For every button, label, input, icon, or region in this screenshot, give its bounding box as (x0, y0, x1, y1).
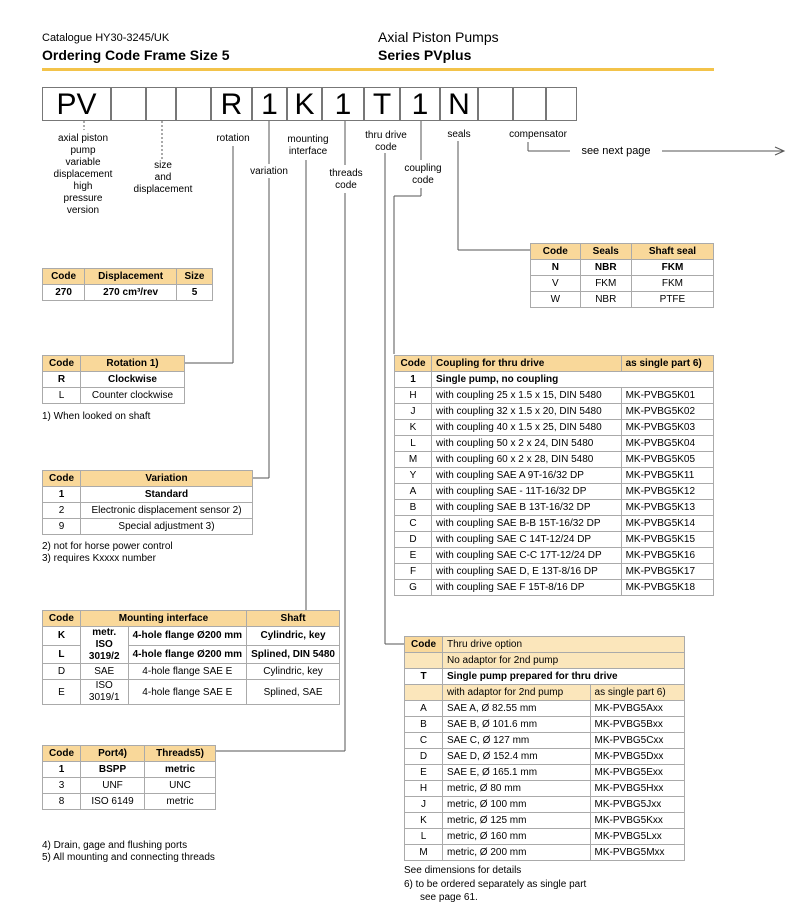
table-cell: E (43, 680, 81, 705)
table-cell: MK-PVBG5Cxx (590, 733, 684, 749)
table-cell: PTFE (631, 292, 713, 308)
label-line: high (73, 181, 93, 192)
table-cell: with coupling SAE F 15T-8/16 DP (432, 580, 622, 596)
table-cell: NBR (580, 260, 631, 276)
port-threads-table (42, 745, 216, 810)
table-header: Port4) (81, 746, 145, 762)
label-line: code (335, 180, 357, 191)
table-row (395, 404, 714, 420)
table-cell: MK-PVBG5Bxx (590, 717, 684, 733)
label-line: pressure (63, 193, 103, 204)
table-cell: 1 (43, 762, 81, 778)
table-row (405, 733, 685, 749)
table-cell: metric (145, 762, 216, 778)
label-line: and (154, 172, 172, 183)
table-row (395, 484, 714, 500)
table-header: Code (43, 611, 81, 627)
table-cell: as single part 6) (590, 685, 684, 701)
label-line: pump (70, 145, 96, 156)
table-cell: Electronic displacement sensor 2) (81, 503, 253, 519)
table-row (395, 532, 714, 548)
table-cell: with coupling 32 x 1.5 x 20, DIN 5480 (432, 404, 622, 420)
table-cell: Clockwise (81, 372, 185, 388)
label-coupling (392, 163, 454, 187)
table-cell: A (405, 701, 443, 717)
table-row (395, 516, 714, 532)
port-footnote: 4) Drain, gage and flushing ports (42, 840, 188, 851)
table-cell: B (405, 717, 443, 733)
table-row (395, 468, 714, 484)
label-line: coupling (404, 163, 442, 174)
table-cell: V (531, 276, 581, 292)
rotation-table (42, 355, 185, 404)
table-cell: MK-PVBG5Dxx (590, 749, 684, 765)
table-header: Code (43, 269, 85, 285)
code-box: 1 (252, 87, 287, 121)
table-cell: UNC (145, 778, 216, 794)
table-row (395, 372, 714, 388)
table-cell: SAE E, Ø 165.1 mm (443, 765, 591, 781)
table-cell: 4-hole flange Ø200 mm (128, 645, 246, 664)
table-row (405, 845, 685, 861)
displacement-table (42, 268, 213, 301)
table-header: Shaft (247, 611, 340, 627)
catalogue-number: Catalogue HY30-3245/UK (42, 32, 170, 44)
table-cell: C (395, 516, 432, 532)
table-cell: ISO 3019/1 (80, 680, 128, 705)
table-cell: B (395, 500, 432, 516)
table-row (405, 813, 685, 829)
table-header: Thru drive option (443, 637, 685, 653)
table-header: Threads5) (145, 746, 216, 762)
variation-table (42, 470, 253, 535)
table-cell: Cylindric, key (247, 664, 340, 680)
table-header: Seals (580, 244, 631, 260)
table-header: as single part 6) (621, 356, 713, 372)
mounting-table (42, 610, 340, 705)
table-cell: MK-PVBG5K04 (621, 436, 713, 452)
table-cell: 4-hole flange SAE E (128, 680, 246, 705)
table-cell: 4-hole flange SAE E (128, 664, 246, 680)
table-row (395, 420, 714, 436)
label-line: thru drive (365, 130, 407, 141)
thru-footnote: See dimensions for details (404, 865, 522, 876)
table-cell: R (43, 372, 81, 388)
table-cell: MK-PVBG5K17 (621, 564, 713, 580)
label-pump-type (42, 133, 124, 217)
table-cell: MK-PVBG5Jxx (590, 797, 684, 813)
table-cell: MK-PVBG5K01 (621, 388, 713, 404)
table-header: Mounting interface (80, 611, 246, 627)
seals-table (530, 243, 714, 308)
table-cell: 1 (395, 372, 432, 388)
label-variation: variation (250, 166, 288, 177)
table-cell: FKM (631, 276, 713, 292)
table-cell: with adaptor for 2nd pump (443, 685, 591, 701)
label-line: code (375, 142, 397, 153)
table-cell: with coupling SAE C 14T-12/24 DP (432, 532, 622, 548)
table-row (405, 765, 685, 781)
label-thru-drive (355, 130, 417, 154)
table-cell: Counter clockwise (81, 388, 185, 404)
label-seals: seals (447, 129, 471, 140)
table-cell: F (395, 564, 432, 580)
table-cell: metric, Ø 100 mm (443, 797, 591, 813)
table-cell: L (43, 388, 81, 404)
table-cell: SAE D, Ø 152.4 mm (443, 749, 591, 765)
table-header: Rotation 1) (81, 356, 185, 372)
label-line: version (66, 205, 100, 216)
table-cell: H (405, 781, 443, 797)
table-header: Code (43, 356, 81, 372)
table-cell: 270 (43, 285, 85, 301)
table-row (395, 436, 714, 452)
label-line: variable (65, 157, 101, 168)
table-cell: MK-PVBG5K02 (621, 404, 713, 420)
table-cell: 1 (43, 487, 81, 503)
table-cell: MK-PVBG5Axx (590, 701, 684, 717)
table-cell: MK-PVBG5K13 (621, 500, 713, 516)
table-cell: D (43, 664, 81, 680)
table-row (395, 388, 714, 404)
table-cell: ISO 6149 (81, 794, 145, 810)
page-title: Ordering Code Frame Size 5 (42, 47, 230, 63)
table-cell: L (43, 645, 81, 664)
label-see-next-page: see next page (581, 145, 651, 157)
table-cell: Splined, SAE (247, 680, 340, 705)
label-compensator: compensator (509, 129, 567, 140)
table-cell: MK-PVBG5Mxx (590, 845, 684, 861)
table-row (405, 717, 685, 733)
table-cell: SAE C, Ø 127 mm (443, 733, 591, 749)
variation-footnote: 2) not for horse power control (42, 541, 173, 552)
table-header: Coupling for thru drive (432, 356, 622, 372)
table-cell: metric, Ø 160 mm (443, 829, 591, 845)
table-cell: SAE A, Ø 82.55 mm (443, 701, 591, 717)
label-line: mounting (287, 134, 329, 145)
table-cell: D (405, 749, 443, 765)
table-cell: with coupling 40 x 1.5 x 25, DIN 5480 (432, 420, 622, 436)
table-cell: No adaptor for 2nd pump (443, 653, 685, 669)
table-cell: SAE B, Ø 101.6 mm (443, 717, 591, 733)
label-size (122, 160, 204, 196)
table-row (395, 580, 714, 596)
table-cell: L (395, 436, 432, 452)
table-cell: metric, Ø 125 mm (443, 813, 591, 829)
table-row (405, 829, 685, 845)
table-cell: MK-PVBG5Lxx (590, 829, 684, 845)
table-cell: M (405, 845, 443, 861)
table-cell: C (405, 733, 443, 749)
table-cell: K (43, 627, 81, 646)
table-cell: Standard (81, 487, 253, 503)
table-cell: FKM (631, 260, 713, 276)
table-row (405, 701, 685, 717)
table-cell: Single pump, no coupling (432, 372, 714, 388)
table-cell: SAE (80, 664, 128, 680)
label-rotation: rotation (216, 133, 250, 144)
table-cell: metric (145, 794, 216, 810)
code-box: 1 (400, 87, 440, 121)
table-row (395, 548, 714, 564)
thru-drive-table (404, 636, 685, 861)
series-name: Series PVplus (378, 47, 472, 63)
table-cell: MK-PVBG5K15 (621, 532, 713, 548)
label-threads (318, 168, 374, 192)
code-box: 1 (322, 87, 364, 121)
table-header: Code (43, 746, 81, 762)
label-line: code (412, 175, 434, 186)
table-cell: A (395, 484, 432, 500)
table-cell: K (395, 420, 432, 436)
table-cell: MK-PVBG5K14 (621, 516, 713, 532)
table-cell: MK-PVBG5K16 (621, 548, 713, 564)
table-cell: Cylindric, key (247, 627, 340, 646)
table-cell: FKM (580, 276, 631, 292)
label-line: size (154, 160, 172, 171)
table-cell: MK-PVBG5Hxx (590, 781, 684, 797)
table-cell: Y (395, 468, 432, 484)
table-cell: with coupling SAE A 9T-16/32 DP (432, 468, 622, 484)
table-cell: Special adjustment 3) (81, 519, 253, 535)
code-box: T (364, 87, 400, 121)
table-cell: NBR (580, 292, 631, 308)
table-cell: 8 (43, 794, 81, 810)
label-line: axial piston (57, 133, 109, 144)
table-cell: metric, Ø 200 mm (443, 845, 591, 861)
table-cell: MK-PVBG5K12 (621, 484, 713, 500)
table-row (405, 797, 685, 813)
table-cell: Splined, DIN 5480 (247, 645, 340, 664)
table-cell: 270 cm³/rev (85, 285, 177, 301)
table-header: Shaft seal (631, 244, 713, 260)
thru-footnote: 6) to be ordered separately as single part (404, 879, 587, 890)
table-cell: UNF (81, 778, 145, 794)
product-name: Axial Piston Pumps (378, 29, 499, 45)
table-row (405, 781, 685, 797)
port-footnote: 5) All mounting and connecting threads (42, 852, 215, 863)
table-cell: with coupling SAE - 11T-16/32 DP (432, 484, 622, 500)
table-cell: with coupling 25 x 1.5 x 15, DIN 5480 (432, 388, 622, 404)
table-header: Displacement (85, 269, 177, 285)
label-line: threads (329, 168, 363, 179)
table-cell: H (395, 388, 432, 404)
table-cell: MK-PVBG5K18 (621, 580, 713, 596)
table-cell: 2 (43, 503, 81, 519)
table-cell: 4-hole flange Ø200 mm (128, 627, 246, 646)
table-cell: E (395, 548, 432, 564)
table-cell: N (531, 260, 581, 276)
table-header: Code (395, 356, 432, 372)
table-cell: with coupling SAE B 13T-16/32 DP (432, 500, 622, 516)
label-line: displacement (133, 184, 193, 195)
rotation-footnote: 1) When looked on shaft (42, 411, 151, 422)
label-line: interface (288, 146, 328, 157)
code-box: R (211, 87, 252, 121)
table-header: Code (531, 244, 581, 260)
coupling-table (394, 355, 714, 596)
label-mounting (276, 134, 340, 158)
table-cell: Single pump prepared for thru drive (443, 669, 685, 685)
table-cell: G (395, 580, 432, 596)
table-row (405, 749, 685, 765)
table-cell: T (405, 669, 443, 685)
table-cell: with coupling 50 x 2 x 24, DIN 5480 (432, 436, 622, 452)
table-header: Size (177, 269, 213, 285)
table-cell: MK-PVBG5Kxx (590, 813, 684, 829)
table-cell: with coupling SAE B-B 15T-16/32 DP (432, 516, 622, 532)
table-cell: MK-PVBG5K03 (621, 420, 713, 436)
table-cell: MK-PVBG5Exx (590, 765, 684, 781)
table-cell: E (405, 765, 443, 781)
table-cell: J (405, 797, 443, 813)
table-cell: BSPP (81, 762, 145, 778)
variation-footnote: 3) requires Kxxxx number (42, 553, 156, 564)
table-cell: MK-PVBG5K05 (621, 452, 713, 468)
code-box: PV (42, 87, 111, 121)
code-box: N (440, 87, 478, 121)
table-cell: with coupling SAE C-C 17T-12/24 DP (432, 548, 622, 564)
table-header: Code (405, 637, 443, 653)
label-line: displacement (53, 169, 113, 180)
table-header: Code (43, 471, 81, 487)
table-cell: W (531, 292, 581, 308)
code-box: K (287, 87, 322, 121)
table-row (395, 452, 714, 468)
table-row (395, 564, 714, 580)
table-cell: M (395, 452, 432, 468)
table-cell: metr. ISO 3019/2 (80, 627, 128, 664)
table-cell: 9 (43, 519, 81, 535)
table-cell: K (405, 813, 443, 829)
table-cell: 3 (43, 778, 81, 794)
table-cell: L (405, 829, 443, 845)
table-cell: metric, Ø 80 mm (443, 781, 591, 797)
table-header: Variation (81, 471, 253, 487)
thru-footnote: see page 61. (420, 892, 478, 903)
table-row (395, 500, 714, 516)
table-cell: D (395, 532, 432, 548)
table-cell: with coupling 60 x 2 x 28, DIN 5480 (432, 452, 622, 468)
table-cell: with coupling SAE D, E 13T-8/16 DP (432, 564, 622, 580)
table-cell: J (395, 404, 432, 420)
table-cell: MK-PVBG5K11 (621, 468, 713, 484)
table-cell: 5 (177, 285, 213, 301)
